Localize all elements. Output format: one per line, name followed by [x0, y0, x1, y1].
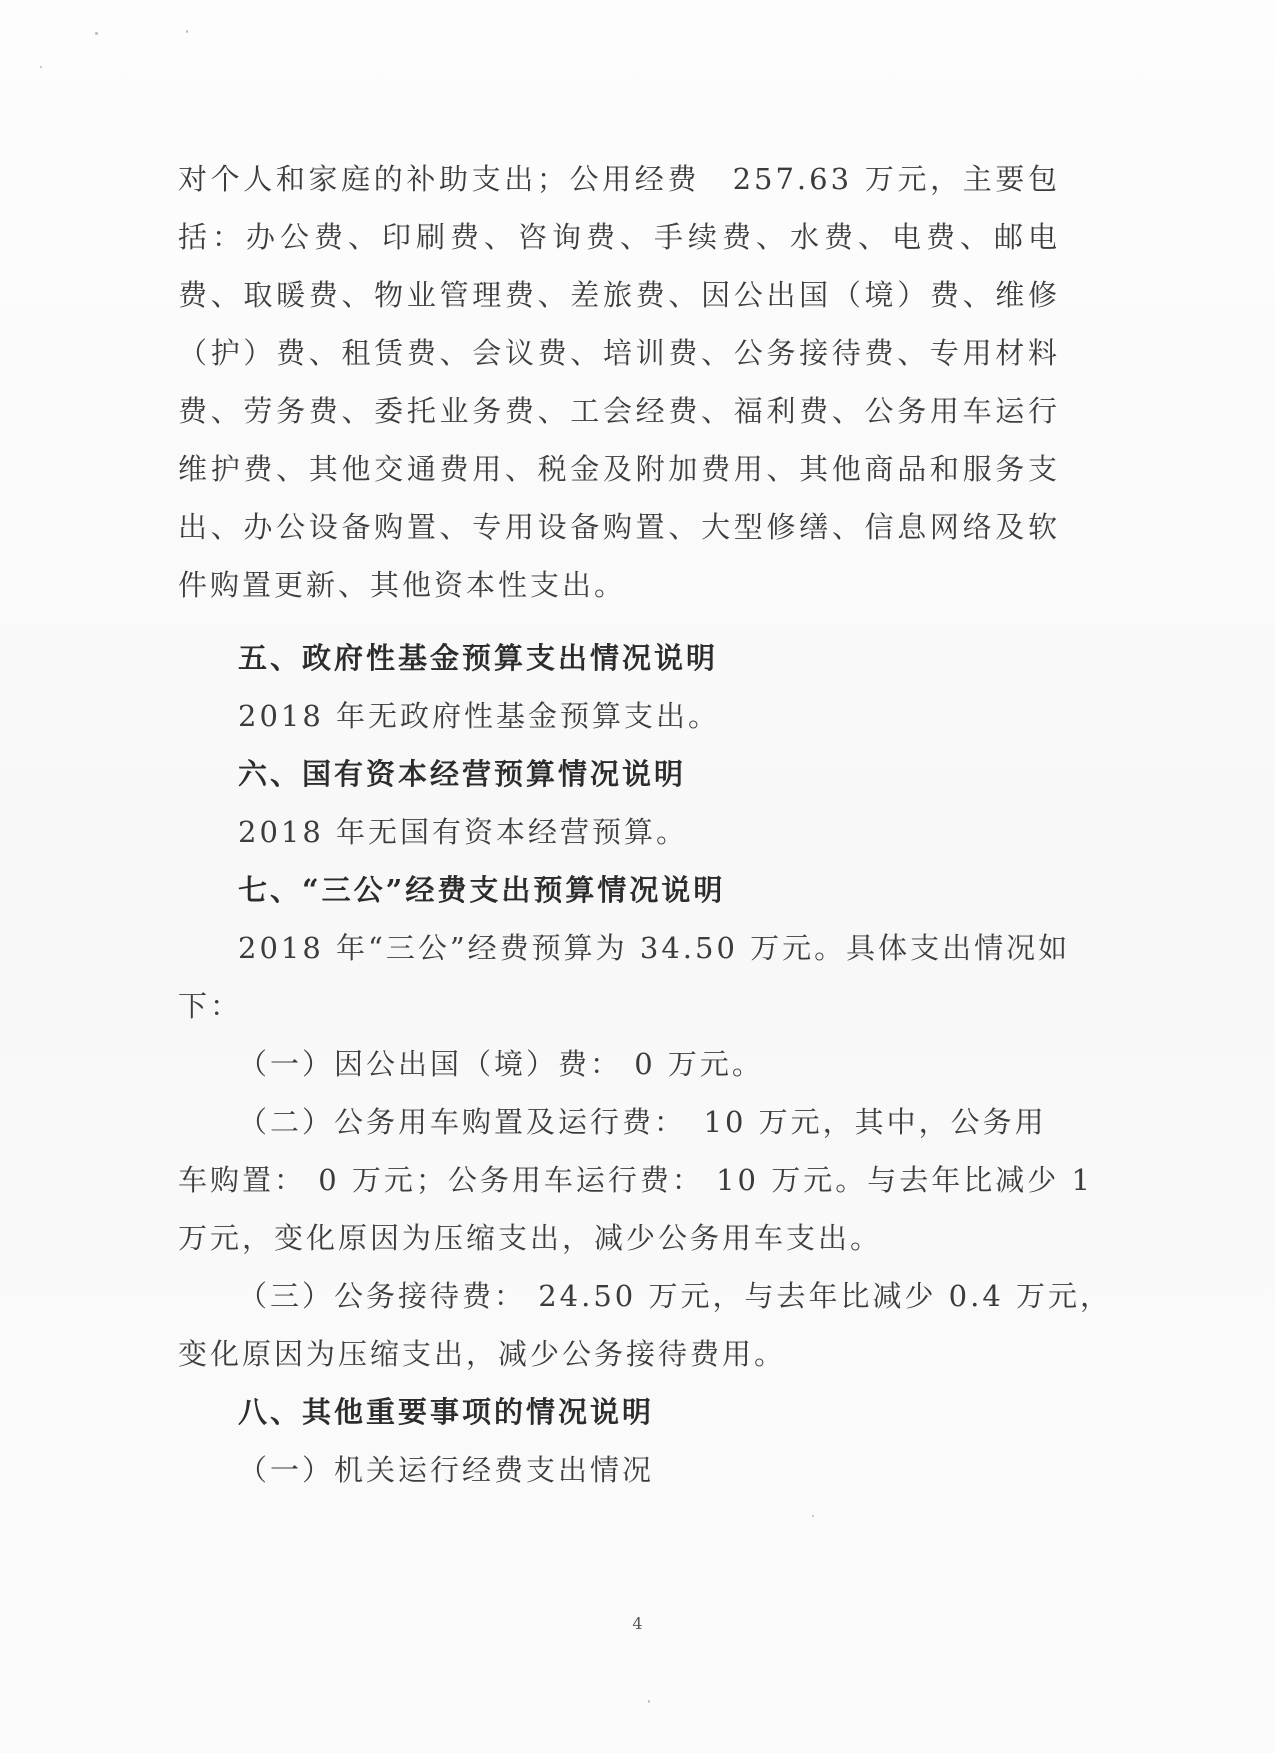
scan-speck	[648, 1700, 650, 1703]
section-heading-6: 六、国有资本经营预算情况说明	[238, 757, 687, 791]
section-item-8-1: （一）机关运行经费支出情况	[238, 1453, 655, 1487]
scan-speck	[40, 66, 42, 68]
scan-speck	[812, 1515, 814, 1517]
section-text-6: 2018 年无国有资本经营预算。	[238, 815, 689, 849]
section-heading-8: 八、其他重要事项的情况说明	[238, 1395, 655, 1429]
item-reception-line1: （三）公务接待费： 24.50 万元，与去年比减少 0.4 万元，	[238, 1279, 1113, 1313]
item-travel-abroad: （一）因公出国（境）费： 0 万元。	[238, 1047, 764, 1081]
section-text-5: 2018 年无政府性基金预算支出。	[238, 699, 721, 733]
item-reception-line2: 变化原因为压缩支出，减少公务接待费用。	[178, 1337, 787, 1371]
scan-speck	[95, 32, 98, 35]
section-text-7-line1: 2018 年“三公”经费预算为 34.50 万元。具体支出情况如	[238, 931, 1071, 965]
item-vehicle-line3: 万元，变化原因为压缩支出，减少公务用车支出。	[178, 1221, 883, 1255]
section-heading-7: 七、“三公”经费支出预算情况说明	[238, 873, 726, 907]
section-heading-5: 五、政府性基金预算支出情况说明	[238, 641, 719, 675]
paragraph-public-funds: 对个人和家庭的补助支出；公用经费 257.63 万元，主要包括：办公费、印刷费、咨询费、手续费、水费、电费、邮电费、取暖费、物业管理费、差旅费、因公出国（境）费、维修（护）费、租赁费、会议费、培训费、公务接待费、专用材料费、劳务费、委托业务费、工会经费、福利费、公务用车运行维护费、其他交通费用、税金及附加费用、其他商品和服务支出、办公设备购置、专用设备购置、大型修缮、信息网络及软件购置更新、其他资本性支出。	[178, 162, 1060, 602]
scan-speck	[186, 30, 188, 33]
item-vehicle-line1: （二）公务用车购置及运行费： 10 万元，其中，公务用	[238, 1105, 1047, 1139]
section-text-7-line2: 下：	[178, 989, 243, 1023]
item-vehicle-line2: 车购置： 0 万元；公务用车运行费： 10 万元。与去年比减少 1	[178, 1163, 1093, 1197]
page-number: 4	[632, 1614, 643, 1633]
